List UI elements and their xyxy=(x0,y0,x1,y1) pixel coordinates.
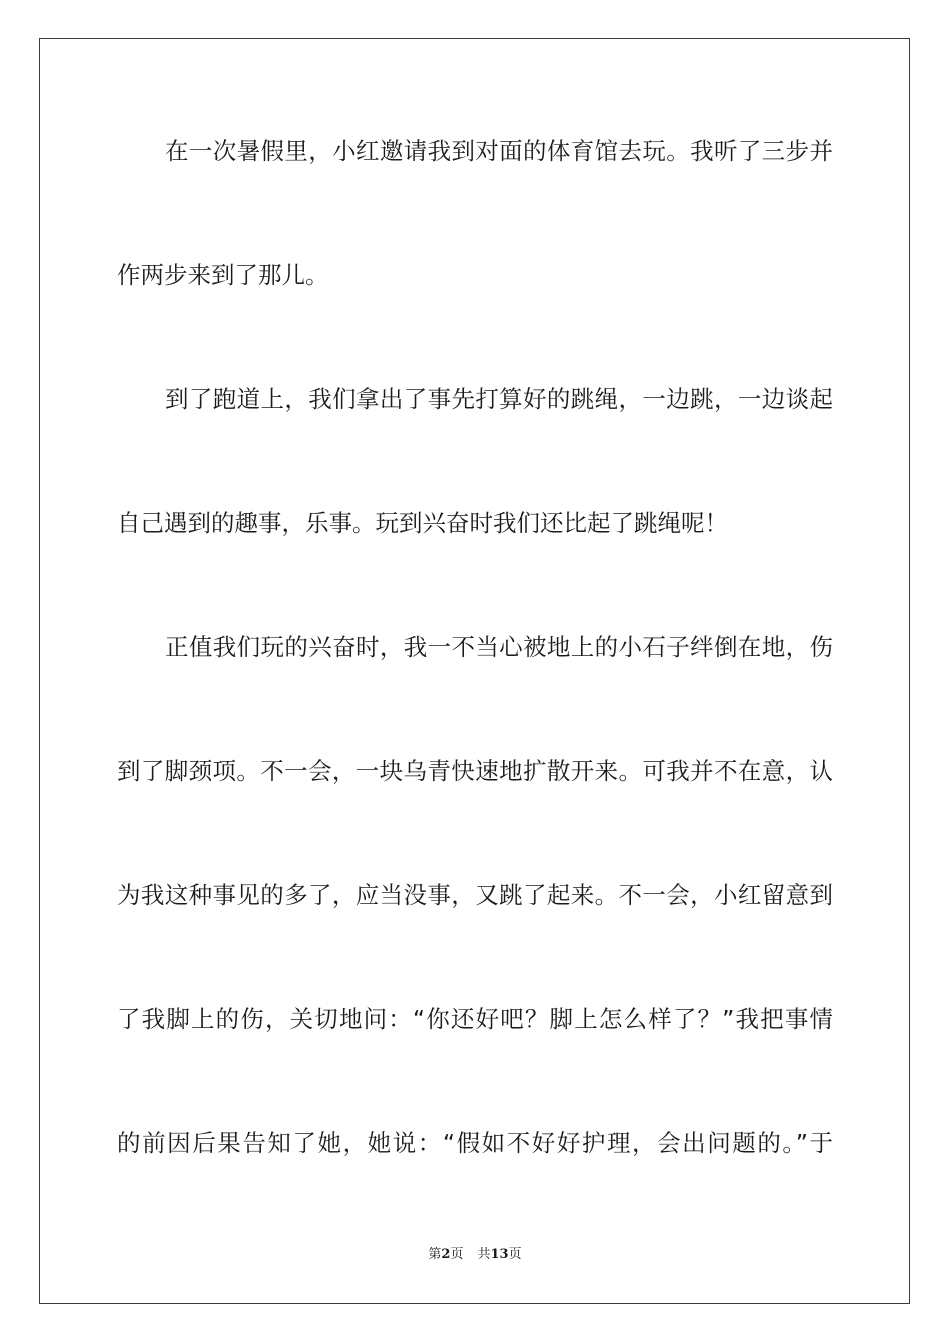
paragraph-2-line-2: 自己遇到的趣事，乐事。玩到兴奋时我们还比起了跳绳呢！ xyxy=(117,509,728,537)
page-border xyxy=(39,38,910,1304)
paragraph-3-line-1: 正值我们玩的兴奋时，我一不当心被地上的小石子绊倒在地，伤 xyxy=(165,633,833,661)
paragraph-1-line-1: 在一次暑假里，小红邀请我到对面的体育馆去玩。我听了三步并 xyxy=(165,137,833,165)
paragraph-3-line-2: 到了脚颈项。不一会，一块乌青快速地扩散开来。可我并不在意，认 xyxy=(117,757,833,785)
paragraph-1-line-2: 作两步来到了那儿。 xyxy=(117,261,329,289)
page-prefix: 第 xyxy=(428,1247,442,1262)
total-pages-number: 13 xyxy=(490,1247,509,1262)
paragraph-3-line-4: 了我脚上的伤，关切地问：“你还好吧？脚上怎么样了？”我把事情 xyxy=(117,1005,833,1033)
total-prefix: 共 xyxy=(477,1247,491,1262)
page-footer xyxy=(0,1246,950,1264)
page-suffix: 页 xyxy=(450,1247,464,1262)
paragraph-2-line-1: 到了跑道上，我们拿出了事先打算好的跳绳，一边跳，一边谈起 xyxy=(165,385,833,413)
current-page-number: 2 xyxy=(441,1247,451,1262)
total-suffix: 页 xyxy=(508,1247,522,1262)
paragraph-3-line-5: 的前因后果告知了她，她说：“假如不好好护理，会出问题的。”于 xyxy=(117,1129,833,1157)
paragraph-3-line-3: 为我这种事见的多了，应当没事，又跳了起来。不一会，小红留意到 xyxy=(117,881,833,909)
